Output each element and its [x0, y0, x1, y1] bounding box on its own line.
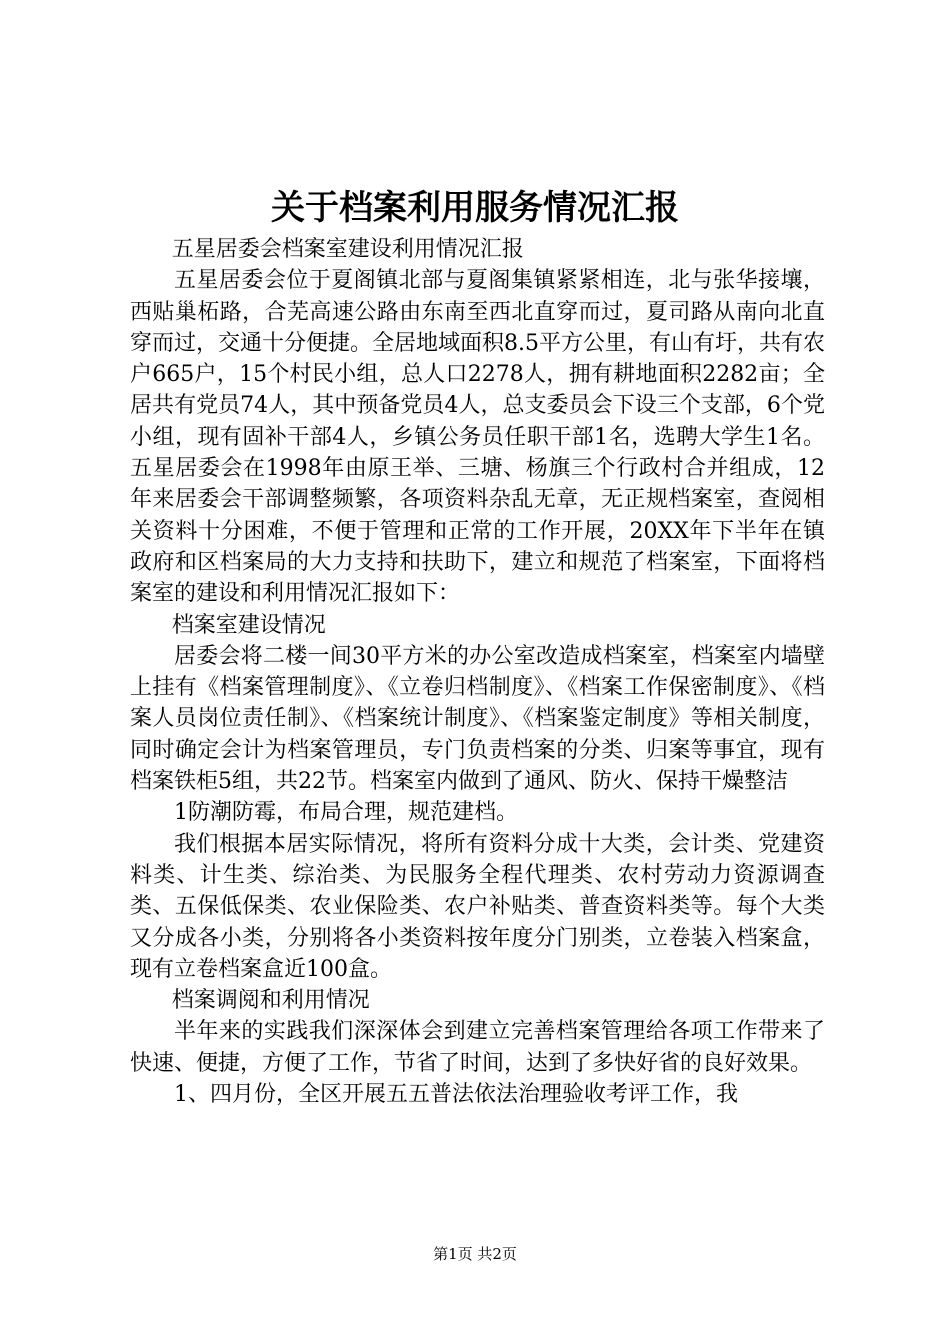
document-title: 关于档案利用服务情况汇报 [271, 188, 679, 228]
paragraph-overview: 五星居委会位于夏阁镇北部与夏阁集镇紧紧相连，北与张华接壤，西贴巢柘路，合芜高速公路由东南至西北直穿而过，夏司路从南向北直穿而过，交通十分便捷。全居地域面积8.5平方公里，有山有圩，共有农户665户，15个村民小组，总人口2278人，拥有耕地面积2282亩；全居共有党员74人，其中预备党员4人，总支委员会下设三个支部，6个党小组，现有固补干部4人，乡镇公务员任职干部1名，选聘大学生1名。五星居委会在1998年由原王举、三塘、杨旗三个行政村合并组成，12年来居委会干部调整频繁，各项资料杂乱无章，无正规档案室，查阅相关资料十分困难，不便于管理和正常的工作开展，20XX年下半年在镇政府和区档案局的大力支持和扶助下，建立和规范了档案室，下面将档案室的建设和利用情况汇报如下： [130, 268, 825, 607]
paragraph-subtitle: 五星居委会档案室建设利用情况汇报 [171, 237, 524, 262]
section-heading-usage: 档案调阅和利用情况 [171, 988, 370, 1014]
paragraph-usage: 半年来的实践我们深深体会到建立完善档案管理给各项工作带来了快速、便捷，方便了工作，节省了时间，达到了多快好省的良好效果。 [130, 1019, 825, 1076]
section-heading-construction: 档案室建设情况 [171, 612, 326, 638]
paragraph-classification: 我们根据本居实际情况，将所有资料分成十大类，会计类、党建资料类、计生类、综治类、为民服务全程代理类、农村劳动力资源调查类、五保低保类、农业保险类、农户补贴类、普查资料类等。每个大类又分成各小类，分别将各小类资料按年度分门别类，立卷装入档案盒，现有立卷档案盒近100盒。 [130, 831, 825, 982]
paragraph-construction: 居委会将二楼一间30平方米的办公室改造成档案室，档案室内墙壁上挂有《档案管理制度》、《立卷归档制度》、《档案工作保密制度》、《档案人员岗位责任制》、《档案统计制度》、《档案鉴定制度》等相关制度，同时确定会计为档案管理员，专门负责档案的分类、归案等事宜，现有档案铁柜5组，共22节。档案室内做到了通风、防火、保持干燥整洁 [130, 643, 825, 795]
page-number: 第1页 [433, 1245, 473, 1263]
document-body [130, 234, 825, 1110]
paragraph-april: 1、四月份，全区开展五五普法依法治理验收考评工作，我 [174, 1082, 738, 1108]
page-total: 共2页 [477, 1245, 517, 1263]
page-footer [0, 1244, 950, 1264]
paragraph-moisture: 1防潮防霉，布局合理，规范建档。 [174, 800, 518, 826]
